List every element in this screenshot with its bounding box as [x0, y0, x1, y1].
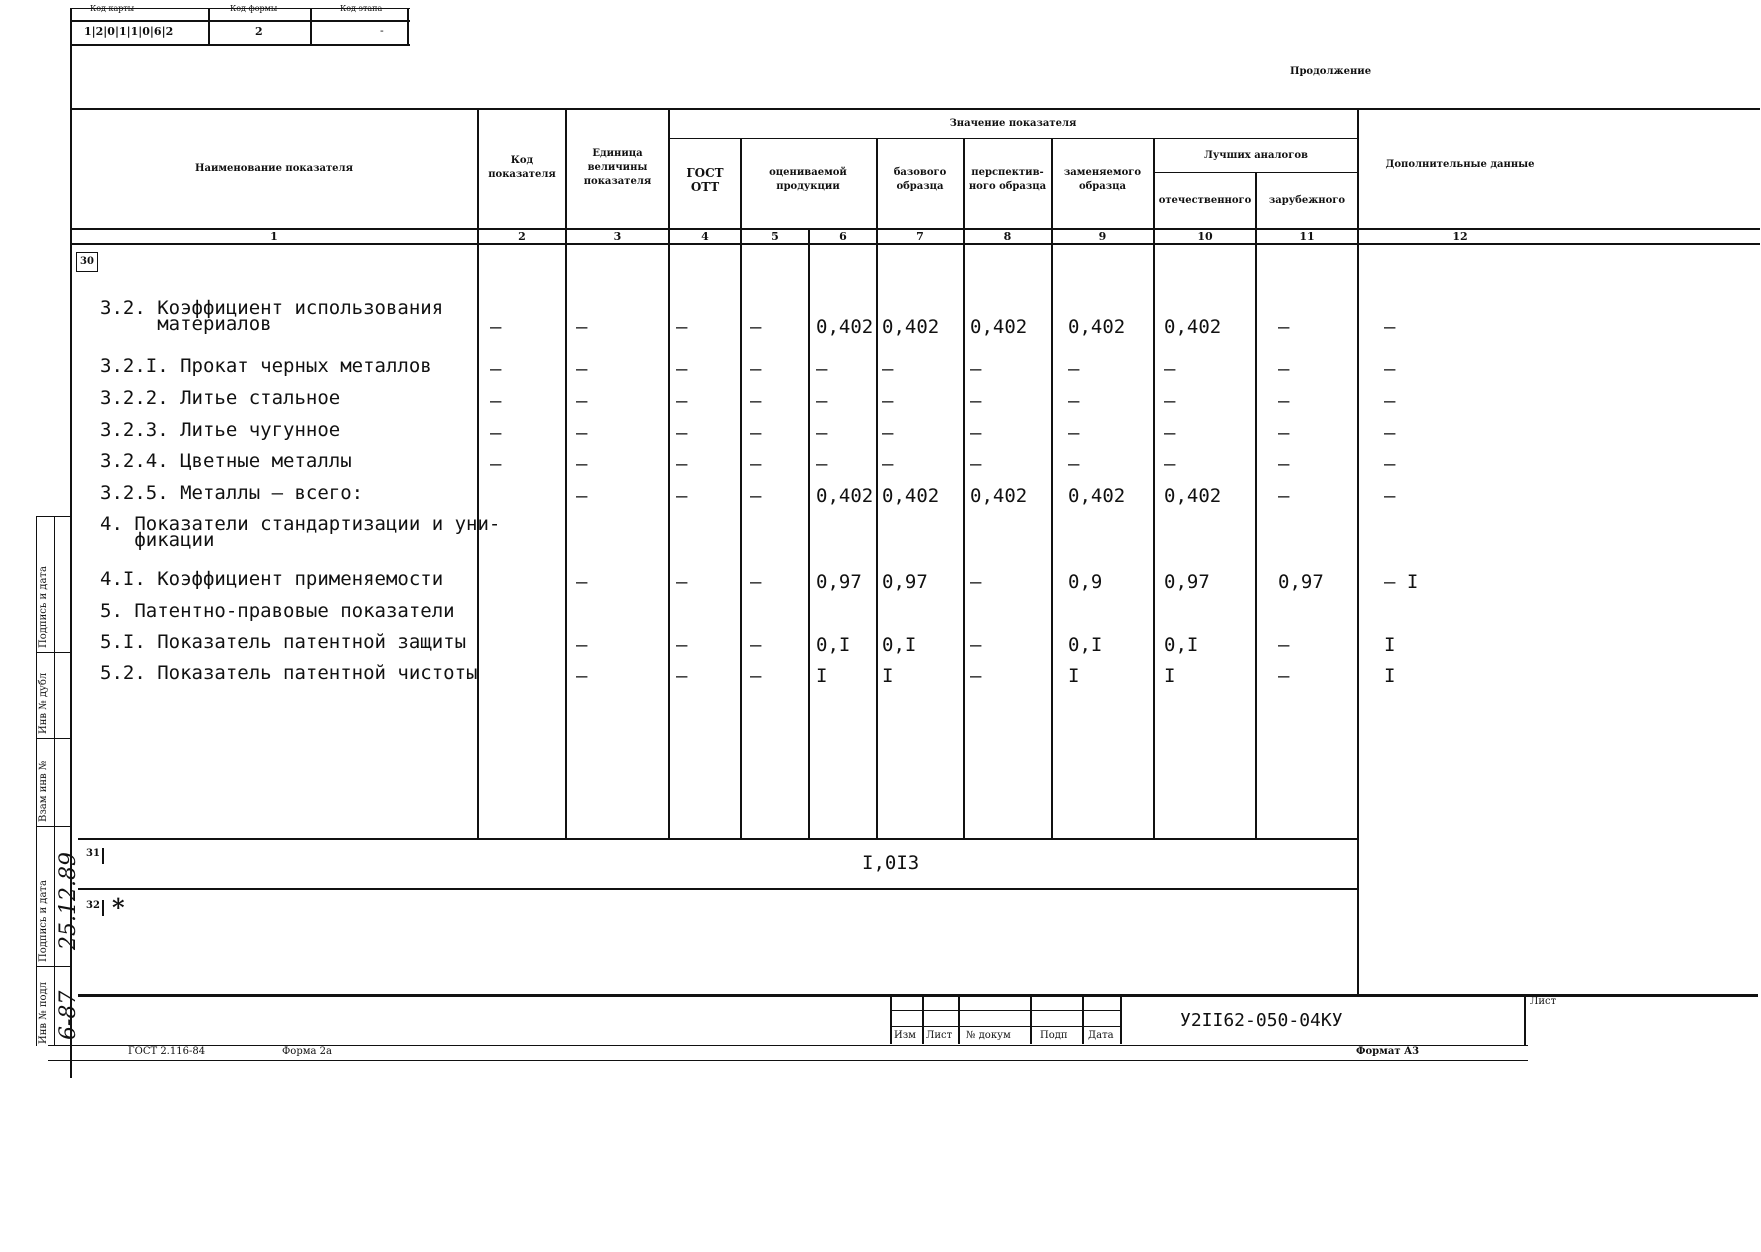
cell-col-6: 0,I	[816, 634, 851, 656]
cell-col-10: I	[1164, 665, 1176, 687]
code-stage-label: Код этапа	[340, 4, 383, 13]
cell-col-8: –	[970, 358, 982, 380]
header-perspective: перспективного образца	[968, 167, 1047, 192]
cell-col-11: –	[1278, 422, 1290, 444]
cell-col-9: –	[1068, 358, 1080, 380]
header-evaluated: оцениваемой продукции	[769, 167, 847, 192]
stamp-label-list: Лист	[926, 1030, 953, 1041]
row32-value: *	[112, 893, 125, 922]
cell-col-3: –	[576, 390, 588, 412]
cell-col-5: –	[750, 634, 762, 656]
cell-col-8: 0,402	[970, 485, 1028, 507]
col-number-1: 1	[270, 230, 278, 243]
col-line-6	[808, 228, 810, 838]
cell-col-3: –	[576, 634, 588, 656]
code-card-label: Код карты	[90, 4, 135, 13]
cell-col-3: –	[576, 453, 588, 475]
value-group-line	[668, 138, 1358, 139]
row31-top-line	[78, 838, 1358, 840]
col-number-9: 9	[1098, 230, 1107, 243]
cell-col-12: I	[1384, 665, 1396, 687]
col-number-3: 3	[613, 230, 622, 243]
cell-col-12: I	[1384, 634, 1396, 656]
indicator-name: 5.I. Показатель патентной защиты	[100, 631, 467, 653]
document-code: У2II62-050-04КУ	[1180, 1010, 1343, 1031]
cell-col-11: –	[1278, 358, 1290, 380]
cell-col-7: –	[882, 453, 894, 475]
cell-col-5: –	[750, 571, 762, 593]
cell-col-11: –	[1278, 453, 1290, 475]
header-value-group: Значение показателя	[949, 118, 1077, 129]
cell-col-9: I	[1068, 665, 1080, 687]
indicator-name: 3.2.2. Литье стальное	[100, 387, 341, 409]
cell-col-5: –	[750, 485, 762, 507]
stamp-label-izm: Изм	[894, 1030, 916, 1041]
indicator-name: 4.I. Коэффициент применяемости	[100, 568, 444, 590]
header-base: базового образца	[893, 167, 947, 192]
cell-col-11: –	[1278, 316, 1290, 338]
continuation-label: Продолжение	[1290, 66, 1372, 77]
cell-col-10: –	[1164, 358, 1176, 380]
code-card-value: 1|2|0|1|1|0|6|2	[84, 25, 174, 38]
cell-col-11: –	[1278, 665, 1290, 687]
indicator-name: 5.2. Показатель патентной чистоты	[100, 662, 478, 684]
cell-col-4: –	[676, 422, 688, 444]
col-number-6: 6	[839, 230, 847, 243]
indicator-name: 3.2.3. Литье чугунное	[100, 419, 341, 441]
col-number-5: 5	[771, 230, 779, 243]
cell-col-4: –	[676, 634, 688, 656]
cell-col-11: –	[1278, 634, 1290, 656]
header-foreign: зарубежного	[1268, 195, 1346, 206]
cell-col-6: –	[816, 453, 828, 475]
header-gost: ГОСТ ОТТ	[686, 166, 724, 194]
cell-col-10: 0,I	[1164, 634, 1199, 656]
cell-col-11: –	[1278, 390, 1290, 412]
cell-col-10: 0,97	[1164, 571, 1210, 593]
section-number: 30	[76, 252, 98, 272]
cell-col-3: –	[576, 571, 588, 593]
header-code: Код показателя	[488, 155, 556, 180]
header-name: Наименование показателя	[195, 163, 353, 174]
cell-col-6: I	[816, 665, 828, 687]
indicator-name: 3.2. Коэффициент использования материалов	[100, 297, 444, 335]
cell-col-11: –	[1278, 485, 1290, 507]
cell-col-4: –	[676, 316, 688, 338]
cell-col-4: –	[676, 571, 688, 593]
footer-form: Форма 2а	[282, 1046, 332, 1057]
header-best-group: Лучших аналогов	[1204, 150, 1308, 161]
cell-col-7: I	[882, 665, 894, 687]
col-line-8	[963, 138, 965, 838]
cell-col-12: –	[1384, 316, 1396, 338]
row32-top-line	[78, 888, 1358, 890]
cell-col-2: –	[490, 316, 502, 338]
col-number-2: 2	[518, 230, 526, 243]
col-number-12: 12	[1452, 230, 1468, 243]
cell-col-8: 0,402	[970, 316, 1028, 338]
cell-col-3: –	[576, 358, 588, 380]
side-label-vzam-inv: Взам инв №	[38, 760, 49, 822]
col-line-11	[1255, 172, 1257, 838]
cell-col-7: –	[882, 422, 894, 444]
cell-col-7: 0,402	[882, 485, 940, 507]
cell-col-6: –	[816, 358, 828, 380]
col-number-7: 7	[916, 230, 924, 243]
code-stage-value: -	[380, 24, 384, 37]
cell-col-5: –	[750, 316, 762, 338]
cell-col-8: –	[970, 422, 982, 444]
cell-col-5: –	[750, 390, 762, 412]
col-number-11: 11	[1299, 230, 1315, 243]
cell-col-12: –	[1384, 453, 1396, 475]
sheet-label: Лист	[1530, 996, 1557, 1007]
cell-col-5: –	[750, 453, 762, 475]
indicator-name: 4. Показатели стандартизации и уни- фикации	[100, 513, 501, 551]
indicator-name: 3.2.I. Прокат черных металлов	[100, 355, 432, 377]
code-form-value: 2	[255, 25, 263, 38]
cell-col-4: –	[676, 665, 688, 687]
col-line-7	[876, 138, 878, 838]
col-line-5	[740, 138, 742, 838]
header-unit: Единица величины показателя	[583, 148, 652, 187]
col-number-4: 4	[701, 230, 709, 243]
cell-col-5: –	[750, 422, 762, 444]
cell-col-8: –	[970, 665, 982, 687]
cell-col-9: 0,9	[1068, 571, 1103, 593]
row31-value: I,0I3	[862, 852, 920, 874]
col-line-2	[477, 108, 479, 838]
stamp-label-doc: № докум	[966, 1030, 1011, 1041]
cell-col-2: –	[490, 422, 502, 444]
stamp-bottom-line	[48, 1045, 1528, 1046]
side-inv-number: 6-87	[56, 990, 81, 1040]
stamp-label-sign: Подп	[1040, 1030, 1068, 1041]
cell-col-7: –	[882, 358, 894, 380]
col-numbers-line	[70, 243, 1760, 245]
col-line-3	[565, 108, 567, 838]
cell-col-3: –	[576, 485, 588, 507]
cell-col-9: 0,402	[1068, 316, 1126, 338]
cell-col-12: –	[1384, 390, 1396, 412]
cell-col-6: 0,402	[816, 316, 874, 338]
cell-col-9: –	[1068, 390, 1080, 412]
cell-col-10: 0,402	[1164, 485, 1222, 507]
cell-col-9: 0,402	[1068, 485, 1126, 507]
row32-number: 32	[86, 900, 104, 916]
cell-col-12: – I	[1384, 571, 1419, 593]
cell-col-3: –	[576, 665, 588, 687]
cell-col-10: –	[1164, 390, 1176, 412]
cell-col-10: –	[1164, 422, 1176, 444]
cell-col-12: –	[1384, 485, 1396, 507]
cell-col-6: 0,402	[816, 485, 874, 507]
side-label-sign-date-1: Подпись и дата	[38, 880, 49, 962]
cell-col-2: –	[490, 390, 502, 412]
header-replaced: заменяемого образца	[1063, 167, 1142, 192]
cell-col-6: –	[816, 390, 828, 412]
side-label-sign-date-2: Подпись и дата	[38, 566, 49, 648]
cell-col-3: –	[576, 422, 588, 444]
side-label-inv-podl: Инв № подл	[38, 981, 49, 1044]
indicator-name: 3.2.4. Цветные металлы	[100, 450, 352, 472]
cell-col-12: –	[1384, 358, 1396, 380]
cell-col-8: –	[970, 571, 982, 593]
cell-col-9: –	[1068, 422, 1080, 444]
indicator-name: 3.2.5. Металлы – всего:	[100, 482, 364, 504]
cell-col-8: –	[970, 390, 982, 412]
cell-col-10: –	[1164, 453, 1176, 475]
col-line-10	[1153, 138, 1155, 838]
code-form-label: Код формы	[230, 4, 278, 13]
row31-number: 31	[86, 848, 104, 864]
cell-col-10: 0,402	[1164, 316, 1222, 338]
cell-col-7: 0,402	[882, 316, 940, 338]
cell-col-6: 0,97	[816, 571, 862, 593]
cell-col-12: –	[1384, 422, 1396, 444]
cell-col-7: 0,I	[882, 634, 917, 656]
cell-col-6: –	[816, 422, 828, 444]
stamp-label-date: Дата	[1088, 1030, 1114, 1041]
cell-col-11: 0,97	[1278, 571, 1324, 593]
cell-col-8: –	[970, 453, 982, 475]
cell-col-4: –	[676, 390, 688, 412]
cell-col-9: –	[1068, 453, 1080, 475]
cell-col-2: –	[490, 358, 502, 380]
cell-col-4: –	[676, 453, 688, 475]
cell-col-7: 0,97	[882, 571, 928, 593]
side-label-inv-dubl: Инв № дубл	[38, 672, 49, 734]
cell-col-8: –	[970, 634, 982, 656]
stamp-top-line	[78, 994, 1758, 997]
footer-line	[48, 1060, 1528, 1061]
cell-col-4: –	[676, 358, 688, 380]
cell-col-5: –	[750, 358, 762, 380]
cell-col-3: –	[576, 316, 588, 338]
col-line-9	[1051, 138, 1053, 838]
col-line-4	[668, 108, 670, 838]
cell-col-2: –	[490, 453, 502, 475]
footer-format: Формат А3	[1356, 1046, 1420, 1057]
col-number-8: 8	[1003, 230, 1012, 243]
col-line-12	[1357, 108, 1359, 996]
side-date: 25.12.89	[56, 852, 81, 950]
cell-col-9: 0,I	[1068, 634, 1103, 656]
col-number-10: 10	[1197, 230, 1213, 243]
cell-col-5: –	[750, 665, 762, 687]
header-domestic: отечественного	[1158, 195, 1252, 206]
footer-gost: ГОСТ 2.116-84	[128, 1046, 206, 1057]
cell-col-7: –	[882, 390, 894, 412]
cell-col-4: –	[676, 485, 688, 507]
indicator-name: 5. Патентно-правовые показатели	[100, 600, 455, 622]
header-additional: Дополнительные данные	[1385, 159, 1535, 170]
